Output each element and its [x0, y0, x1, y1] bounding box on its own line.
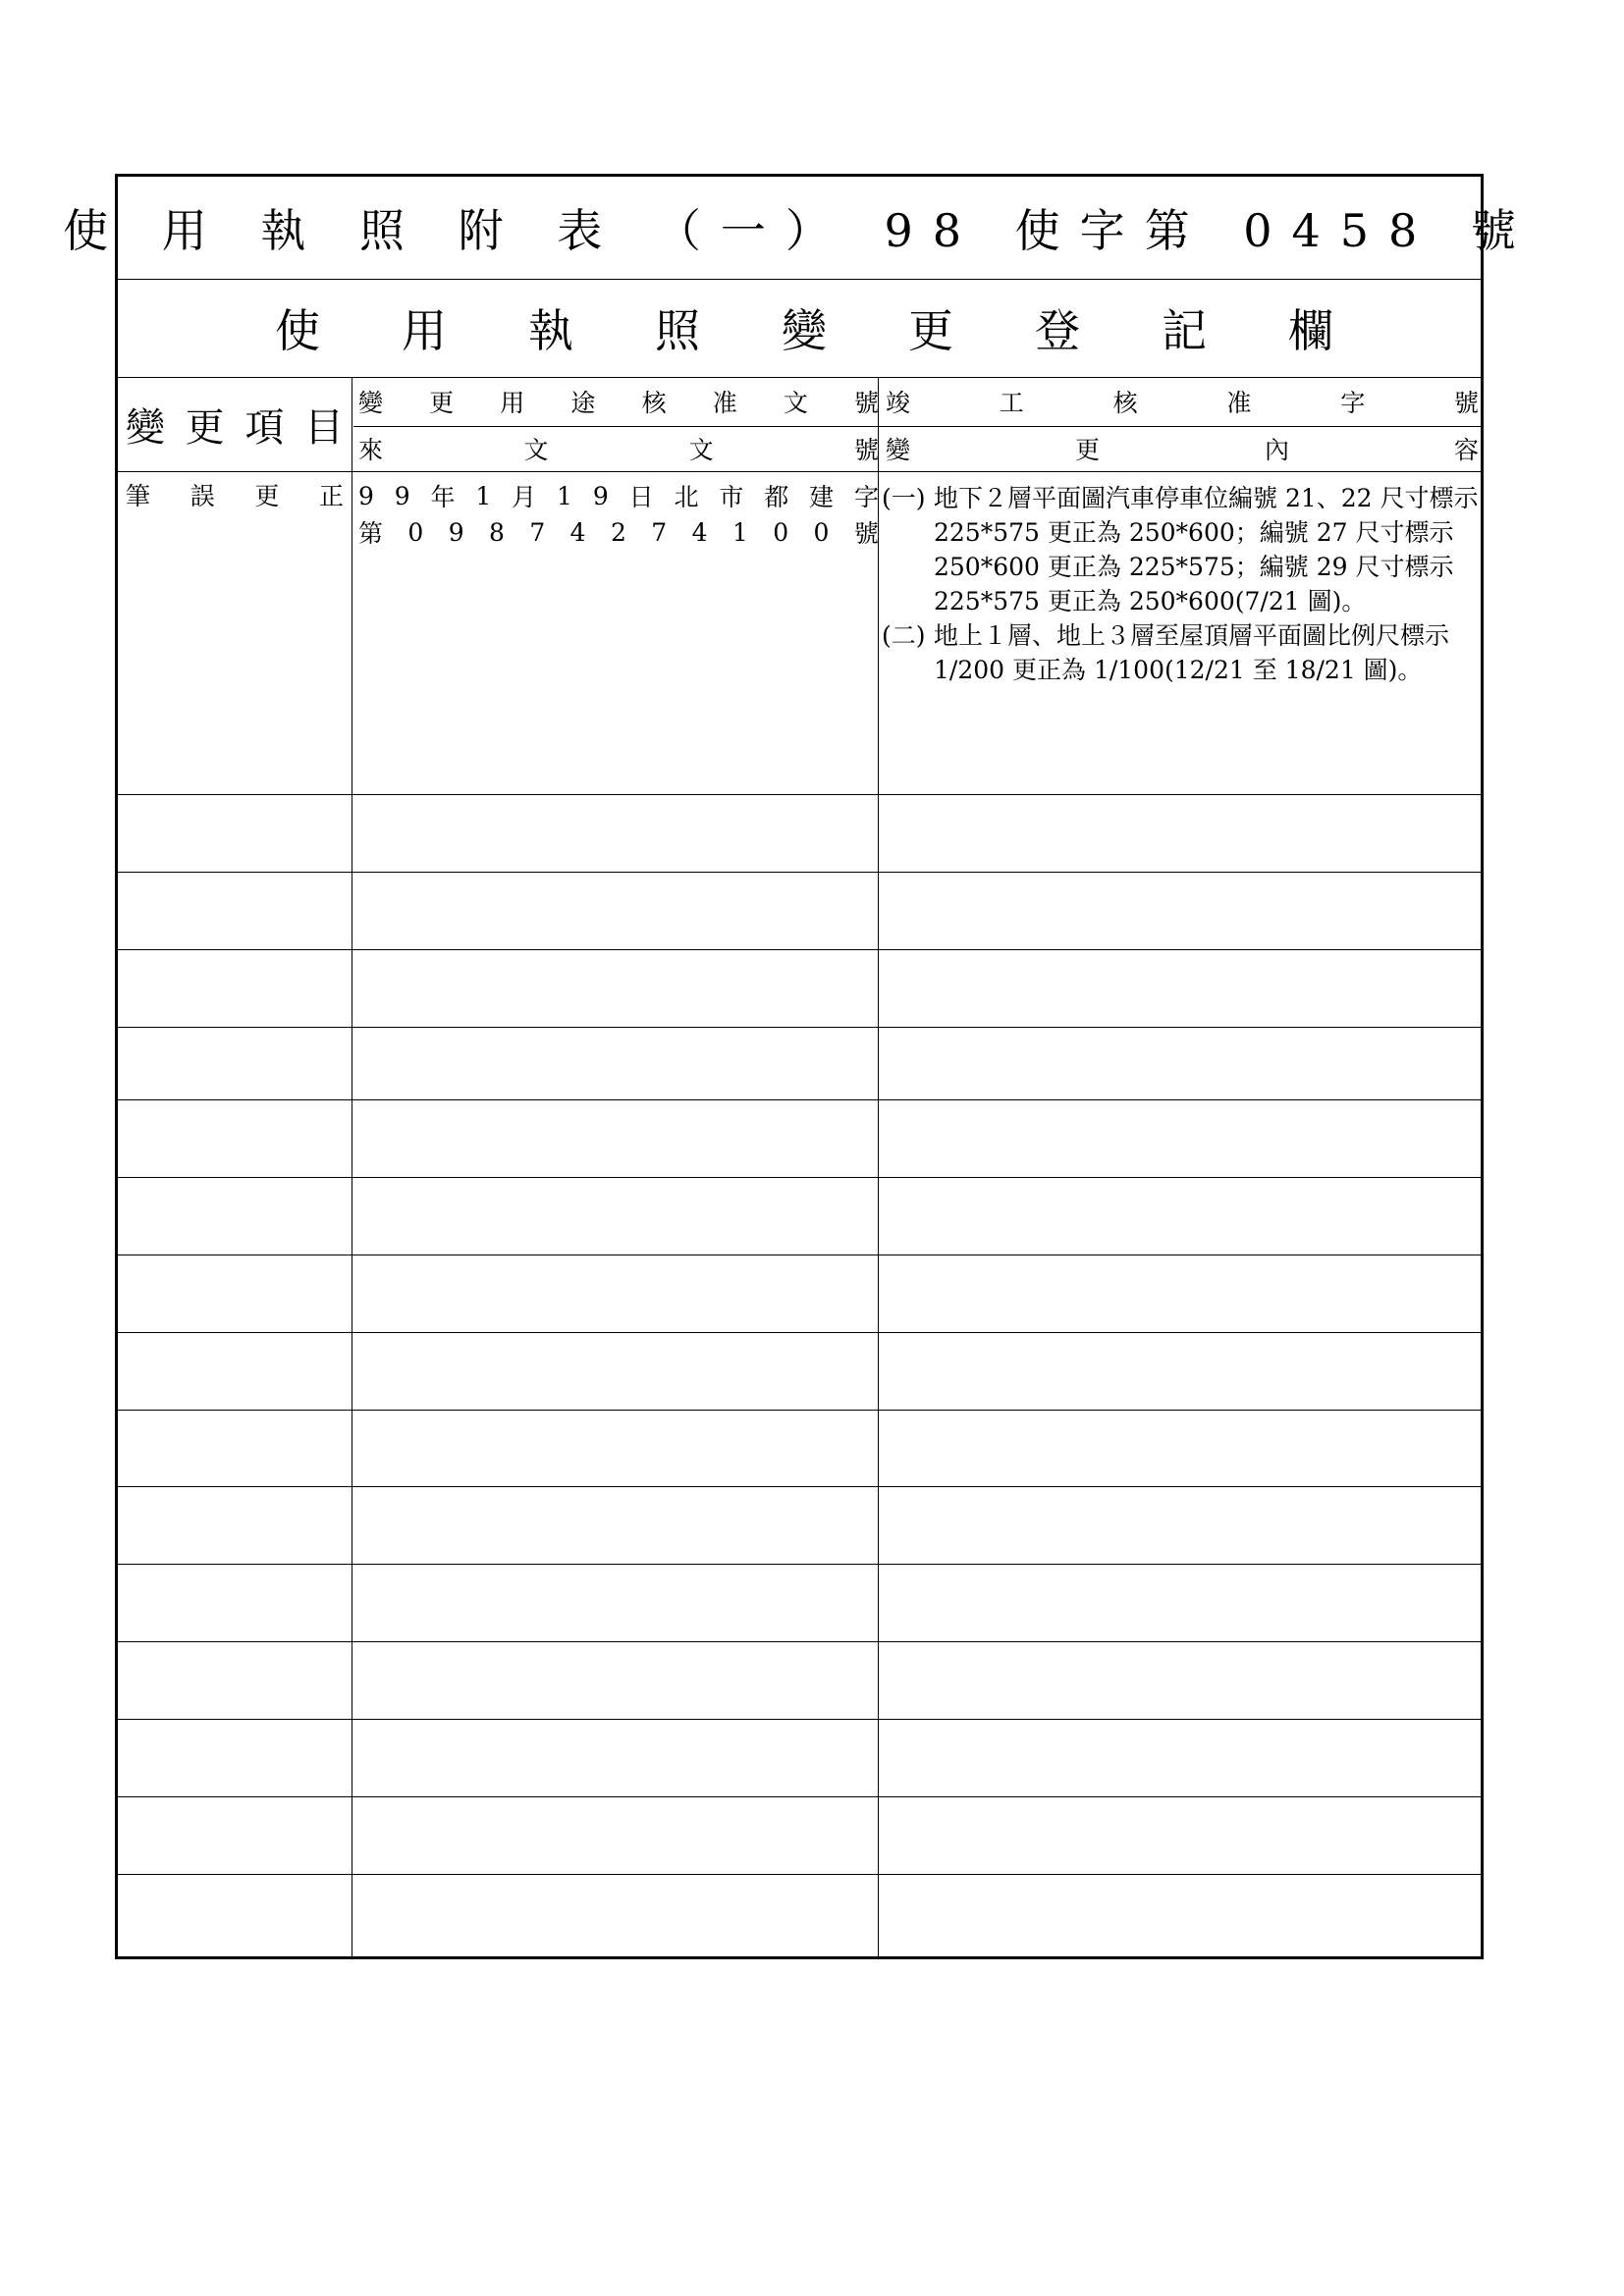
- header-approval-doc-no-char: 號: [853, 389, 879, 417]
- row-doc-line1-char: 9: [358, 481, 374, 510]
- row-divider: [118, 1641, 1481, 1642]
- row-doc-line2-char: 第: [358, 519, 384, 548]
- header-approval-doc-no-char: 核: [641, 389, 667, 417]
- header-completion-no-char: 核: [1112, 389, 1138, 417]
- row-doc-line2-char: 8: [489, 517, 505, 547]
- header-approval-doc-no-char: 途: [570, 389, 596, 417]
- row-item-char: 筆: [126, 482, 151, 510]
- row-item: [126, 477, 344, 510]
- section-title: [275, 279, 1333, 377]
- header-approval-doc-no-char: 更: [429, 389, 455, 417]
- row-divider: [118, 1027, 1481, 1028]
- header-approval-doc-no-char: 用: [500, 389, 525, 417]
- header-approval-doc-no: [358, 377, 879, 426]
- row-doc-line2-char: 4: [691, 517, 708, 547]
- row-doc-line2-char: 2: [610, 517, 626, 547]
- row-item-char: 更: [254, 482, 280, 510]
- row-divider: [118, 794, 1481, 795]
- row-divider: [118, 1796, 1481, 1797]
- header-incoming-doc-no-char: 號: [853, 436, 879, 464]
- change-content-number: (二): [882, 621, 926, 650]
- row-item-char: 正: [318, 482, 344, 510]
- header-approval-doc-no-char: 文: [783, 389, 808, 417]
- change-content-item: [882, 618, 1481, 687]
- header-change-content-char: 更: [1074, 436, 1100, 464]
- header-incoming-doc-no-char: 文: [523, 436, 549, 464]
- row-doc-line2: [358, 515, 879, 549]
- row-doc-line2-char: 0: [773, 517, 789, 547]
- row-doc-line1-char: 市: [719, 483, 744, 511]
- header-change-item-char: 項: [244, 404, 285, 451]
- header-approval-doc-no-char: 變: [358, 389, 384, 417]
- row-divider: [118, 1486, 1481, 1487]
- row-divider: [118, 1099, 1481, 1100]
- row-doc-line2-char: 1: [731, 517, 748, 547]
- header-change-content: [886, 426, 1479, 471]
- header-change-content-char: 內: [1264, 436, 1289, 464]
- row-doc-line2-char: 號: [853, 519, 879, 548]
- header-incoming-doc-no-char: 文: [688, 436, 714, 464]
- row-doc-line1: [358, 479, 879, 512]
- header-completion-no-char: 字: [1340, 389, 1366, 417]
- document-title: 使 用 執 照 附 表 （一） 98 使字第 0458 號: [63, 204, 1536, 257]
- header-completion-no-char: 竣: [886, 389, 911, 417]
- header-change-item: [126, 377, 344, 471]
- section-title-char: 使: [275, 304, 320, 357]
- change-content-number: (一): [882, 484, 926, 512]
- section-title-char: 變: [782, 304, 827, 357]
- row-divider: [118, 1410, 1481, 1411]
- row-doc-line2-char: 7: [529, 517, 546, 547]
- row-divider: [118, 1177, 1481, 1178]
- section-title-char: 登: [1035, 304, 1080, 357]
- column-divider: [878, 377, 879, 1959]
- header-change-content-char: 容: [1453, 436, 1479, 464]
- header-completion-no: [886, 377, 1479, 426]
- header-change-item-char: 更: [185, 404, 225, 451]
- row-doc-line1-char: 9: [394, 481, 410, 510]
- row-item-char: 誤: [189, 482, 215, 510]
- header-incoming-doc-no-char: 來: [358, 436, 384, 464]
- row-divider: [118, 1719, 1481, 1720]
- row-divider: [118, 1332, 1481, 1333]
- row-doc-line2-char: 7: [651, 517, 668, 547]
- row-content: [882, 481, 1481, 687]
- registration-table: [63, 174, 1536, 1959]
- header-completion-no-char: 號: [1453, 389, 1479, 417]
- row-divider: [118, 872, 1481, 873]
- section-title-char: 更: [908, 304, 953, 357]
- row-divider: [118, 1564, 1481, 1565]
- row-doc-line1-char: 北: [674, 483, 699, 511]
- header-completion-no-char: 工: [999, 389, 1024, 417]
- section-title-char: 記: [1162, 304, 1207, 357]
- divider: [118, 471, 1481, 472]
- row-doc-line1-char: 月: [512, 483, 537, 511]
- header-approval-doc-no-char: 准: [712, 389, 737, 417]
- row-doc-line2-char: 9: [448, 517, 464, 547]
- row-doc-line2-char: 4: [569, 517, 586, 547]
- change-content-text: 地上１層、地上３層至屋頂層平面圖比例尺標示 1/200 更正為 1/100(12/21 至 18/21 圖)。: [934, 621, 1450, 684]
- header-change-content-char: 變: [886, 436, 911, 464]
- row-doc-line1-char: 年: [430, 483, 456, 511]
- header-completion-no-char: 准: [1226, 389, 1252, 417]
- row-doc-line1-char: 建: [809, 483, 835, 511]
- row-doc-line1-char: 日: [628, 483, 654, 511]
- row-doc-line1-char: 都: [764, 483, 789, 511]
- row-doc-line1-char: 1: [557, 481, 572, 510]
- section-title-char: 欄: [1288, 304, 1333, 357]
- row-divider: [118, 1874, 1481, 1875]
- row-divider: [118, 949, 1481, 950]
- header-change-item-char: 目: [303, 404, 344, 451]
- row-doc-line2-char: 0: [813, 517, 830, 547]
- section-title-char: 用: [402, 304, 447, 357]
- row-doc-line1-char: 9: [592, 481, 609, 510]
- row-doc-line1-char: 字: [853, 483, 879, 511]
- change-content-item: [882, 481, 1481, 618]
- section-title-char: 執: [528, 304, 573, 357]
- row-doc-line2-char: 0: [407, 517, 424, 547]
- change-content-text: 地下２層平面圖汽車停車位編號 21、22 尺寸標示 225*575 更正為 250*600；編號 27 尺寸標示 250*600 更正為 225*575；編號 29 尺寸標示 225*575 更正為 250*600(7/21 圖)。: [934, 484, 1479, 615]
- header-incoming-doc-no: [358, 426, 879, 471]
- row-doc-line1-char: 1: [475, 481, 492, 510]
- section-title-char: 照: [655, 304, 700, 357]
- header-change-item-char: 變: [126, 404, 165, 451]
